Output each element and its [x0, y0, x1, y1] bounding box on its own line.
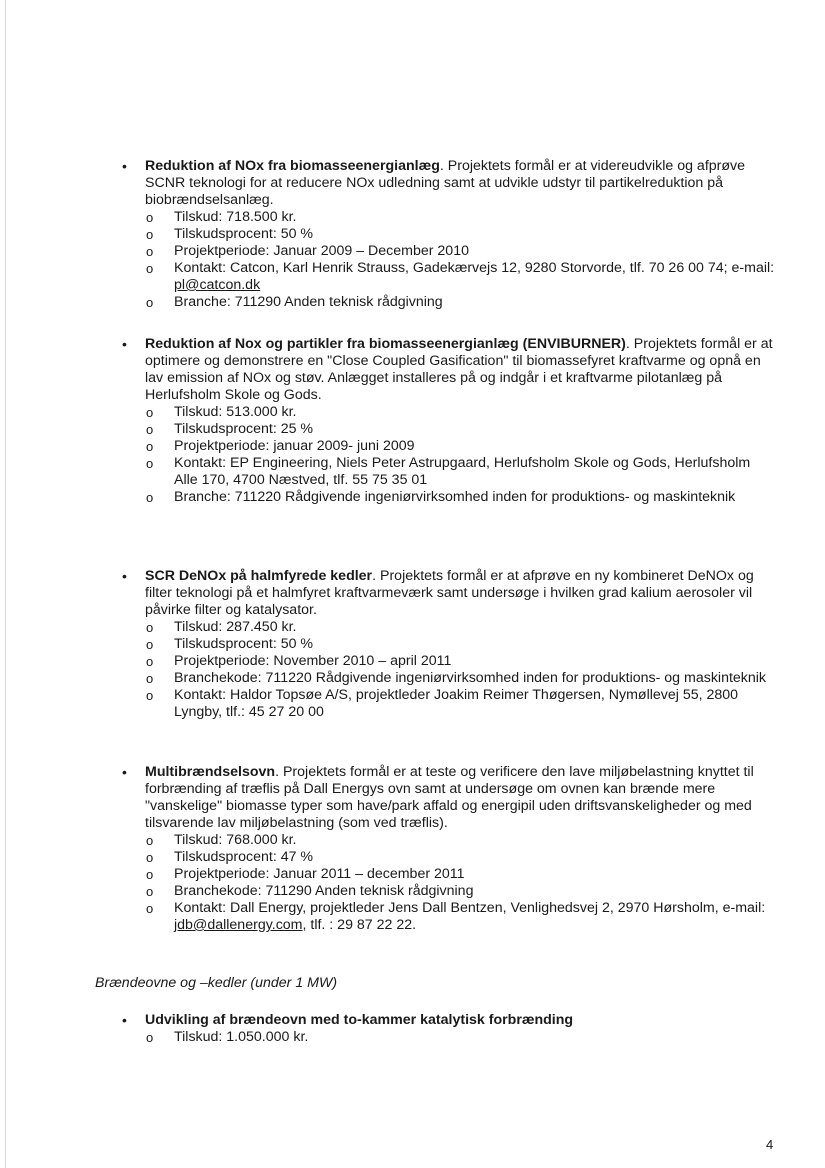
detail-item: o Tilskudsprocent: 25 % [146, 421, 314, 437]
circle-bullet-icon: o [146, 227, 154, 242]
circle-bullet-icon: o [146, 867, 154, 882]
project-title: Reduktion af Nox og partikler fra biomasseenergianlæg (ENVIBURNER) [145, 336, 626, 352]
detail-item: o Tilskud: 718.500 kr. [146, 209, 297, 225]
detail-item: o Kontakt: Haldor Topsøe A/S, projektleder Joakim Reimer Thøgersen, Nymøllevej 55, 2800 Lyngby, tlf.: 45 27 20 00 [146, 687, 739, 720]
project-title: Udvikling af brændeovn med to-kammer katalytisk forbrænding [145, 1012, 574, 1028]
email-link[interactable]: jdb@dallenergy.com [174, 917, 303, 933]
circle-bullet-icon: o [146, 244, 154, 259]
circle-bullet-icon: o [146, 620, 154, 635]
detail-item: o Tilskud: 1.050.000 kr. [146, 1029, 309, 1045]
project-description: Projektets formål er at videreudvikle og afprøve SCNR teknologi for at reducere NOx udledning samt at udvikle udstyr til partikelreduktion på biobrændselsanlæg. [145, 158, 746, 208]
detail-item: o Kontakt: EP Engineering, Niels Peter Astrupgaard, Herlufsholm Skole og Gods, Herlufsholm Alle 170, 4700 Næstved, tlf. 55 75 35 01 [146, 455, 751, 488]
circle-bullet-icon: o [146, 688, 154, 703]
detail-item: o Kontakt: Catcon, Karl Henrik Strauss, Gadekærvejs 12, 9280 Storvorde, tlf. 70 26 00 74; e-mail: pl@catcon.dk [146, 260, 775, 293]
project-description: Projektets formål er at teste og verificere den lave miljøbelastning knyttet til forbrænding af træflis på Dall Energys ovn samt at undersøge om ovnen kan brænde mere "vanskelige" biomasse typer som have/park affald og energipil uden driftsvanskeligheder og med tilsvarende lav miljøbelastning (som ved træflis). [145, 764, 754, 831]
circle-bullet-icon: o [146, 490, 154, 505]
project-text: Multibrændselsovn. Projektets formål er at teste og verificere den lave miljøbelastning knyttet til forbrænding af træflis på Dall Energys ovn samt at undersøge om ovnen kan brænde mere "vanskelige" biomasse typer som have/park affald og energipil uden driftsvanskeligheder og med tilsvarende lav miljøbelastning (som ved træflis). [145, 764, 754, 831]
circle-bullet-icon: o [146, 833, 154, 848]
circle-bullet-icon: o [146, 422, 154, 437]
circle-bullet-icon: o [146, 654, 154, 669]
bullet: • [122, 764, 127, 780]
project-title: Multibrændselsovn [145, 764, 276, 780]
detail-item: o Kontakt: Dall Energy, projektleder Jens Dall Bentzen, Venlighedsvej 2, 2970 Hørsholm, e-mail: jdb@dallenergy.com, tlf. : 29 87 22 22. [146, 900, 766, 933]
project-reduktion-nox [122, 158, 775, 311]
project-details [145, 619, 775, 721]
detail-item: o Tilskud: 768.000 kr. [146, 832, 297, 848]
project-details [145, 1029, 775, 1046]
circle-bullet-icon: o [146, 637, 154, 652]
project-multibraendselsovn [122, 764, 775, 934]
detail-item: o Tilskudsprocent: 47 % [146, 849, 314, 865]
circle-bullet-icon: o [146, 456, 154, 471]
detail-item: o Projektperiode: November 2010 – april 2011 [146, 653, 452, 669]
project-description: Projektets formål er at optimere og demonstrere en "Close Coupled Gasification" til biomassefyret kraftvarme og opnå en lav emission af NOx og støv. Anlægget installeres på og indgår i et kraftvarme pilotanlæg på Herlufsholm Skole og Gods. [145, 336, 773, 403]
circle-bullet-icon: o [146, 261, 154, 276]
project-details [145, 209, 775, 311]
bullet: • [122, 1012, 127, 1028]
detail-item: o Branche: 711220 Rådgivende ingeniørvirksomhed inden for produktions- og maskinteknik [146, 489, 736, 505]
circle-bullet-icon: o [146, 901, 154, 916]
circle-bullet-icon: o [146, 1030, 154, 1045]
circle-bullet-icon: o [146, 405, 154, 420]
circle-bullet-icon: o [146, 671, 154, 686]
project-scr-denox [122, 568, 775, 721]
circle-bullet-icon: o [146, 884, 154, 899]
project-text [145, 1012, 775, 1029]
circle-bullet-icon: o [146, 850, 154, 865]
bullet: • [122, 568, 127, 584]
project-text: Reduktion af Nox og partikler fra biomasseenergianlæg (ENVIBURNER). Projektets formål er at optimere og demonstrere en "Close Coupled Gasification" til biomassefyret kraftvarme og opnå en lav emission af NOx og støv. Anlægget installeres på og indgår i et kraftvarme pilotanlæg på Herlufsholm Skole og Gods. [145, 336, 773, 403]
detail-item: o Branche: 711290 Anden teknisk rådgivning [146, 294, 443, 310]
page-number: 4 [766, 1137, 774, 1152]
project-title: SCR DeNOx på halmfyrede kedler [145, 568, 373, 584]
detail-item: o Projektperiode: Januar 2011 – december 2011 [146, 866, 465, 882]
detail-item: o Projektperiode: Januar 2009 – December 2010 [146, 243, 469, 259]
page-edge [5, 0, 6, 1168]
detail-item: o Branchekode: 711220 Rådgivende ingeniørvirksomhed inden for produktions- og maskinteknik [146, 670, 767, 686]
project-details [145, 404, 775, 506]
email-link[interactable]: pl@catcon.dk [174, 277, 261, 293]
project-enviburner [122, 336, 775, 506]
circle-bullet-icon: o [146, 295, 154, 310]
project-description: Projektets formål er at afprøve en ny kombineret DeNOx og filter teknologi på et halmfyret kraftvarmeværk samt undersøge i hvilken grad kalium aerosoler vil påvirke filter og katalysator. [145, 568, 754, 618]
project-text: Reduktion af NOx fra biomasseenergianlæg. Projektets formål er at videreudvikle og afprøve SCNR teknologi for at reducere NOx udledning samt at udvikle udstyr til partikelreduktion på biobrændselsanlæg. [145, 158, 746, 208]
bullet: • [122, 158, 127, 174]
detail-item: o Tilskud: 287.450 kr. [146, 619, 297, 635]
section-heading: Brændeovne og –kedler (under 1 MW) [95, 975, 338, 991]
bullet: • [122, 336, 127, 352]
circle-bullet-icon: o [146, 210, 154, 225]
project-braendeovn [122, 1012, 775, 1046]
circle-bullet-icon: o [146, 439, 154, 454]
detail-item: o Branchekode: 711290 Anden teknisk rådgivning [146, 883, 474, 899]
detail-item: o Tilskudsprocent: 50 % [146, 636, 314, 652]
project-details [145, 832, 775, 934]
project-text: SCR DeNOx på halmfyrede kedler. Projektets formål er at afprøve en ny kombineret DeNOx og filter teknologi på et halmfyret kraftvarmeværk samt undersøge i hvilken grad kalium aerosoler vil påvirke filter og katalysator. [145, 568, 754, 618]
detail-item: o Projektperiode: januar 2009- juni 2009 [146, 438, 415, 454]
detail-item: o Tilskudsprocent: 50 % [146, 226, 314, 242]
project-title: Reduktion af NOx fra biomasseenergianlæg [145, 158, 440, 174]
detail-item: o Tilskud: 513.000 kr. [146, 404, 297, 420]
